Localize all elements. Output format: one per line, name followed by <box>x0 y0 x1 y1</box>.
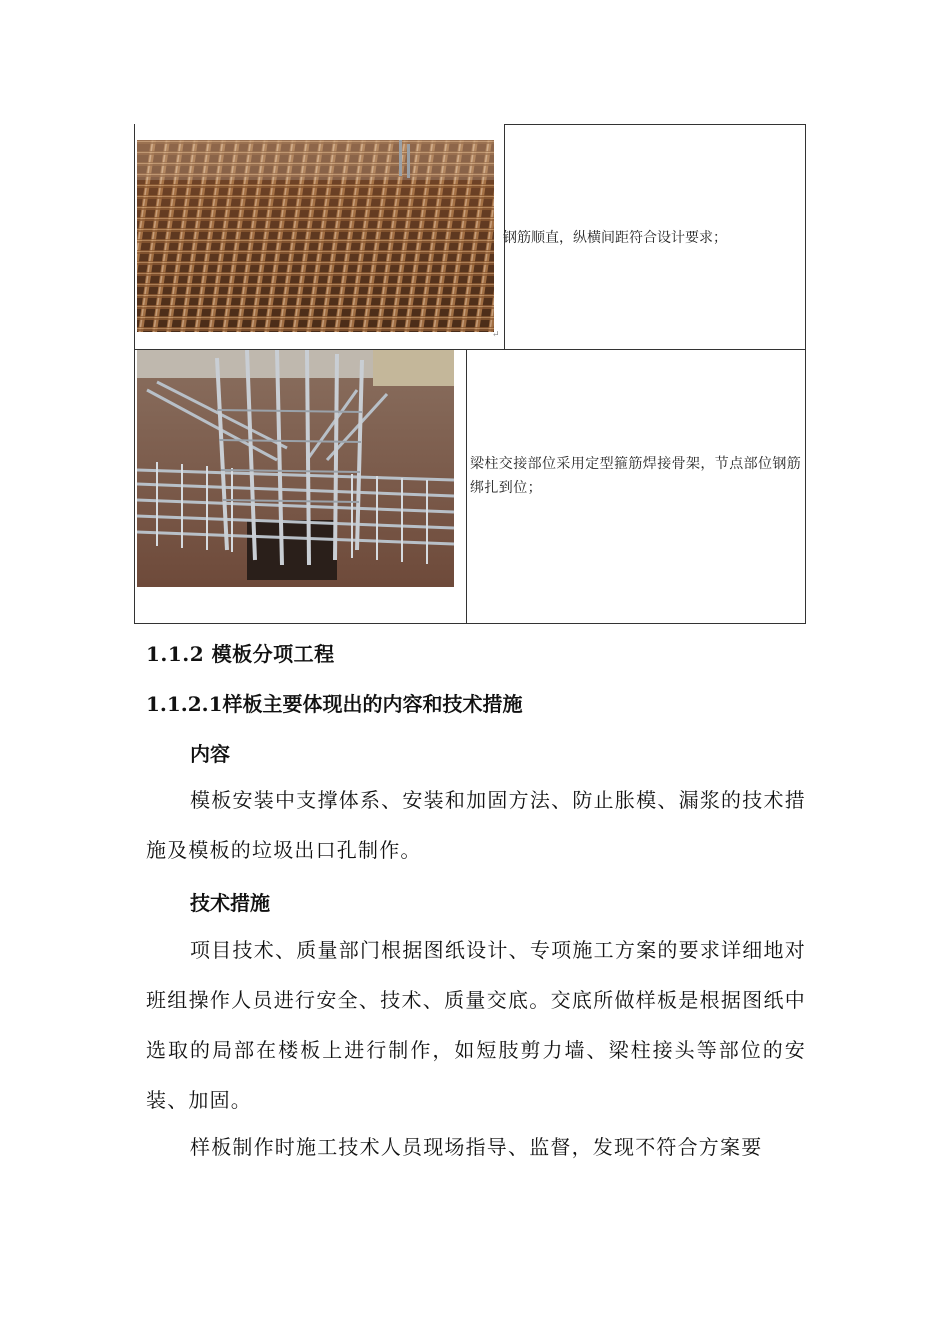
paragraph-mark: ↵ <box>492 330 500 340</box>
measures-title: 技术措施 <box>190 891 270 915</box>
measures-paragraph-1: 项目技术、质量部门根据图纸设计、专项施工方案的要求详细地对班组操作人员进行安全、技术、质量交底。交底所做样板是根据图纸中选取的局部在楼板上进行制作，如短肢剪力墙、梁柱接头等部位的安装、加固。 <box>146 938 806 1112</box>
table-row <box>134 124 806 349</box>
steel-mesh-description: 钢筋顺直，纵横间距符合设计要求； <box>503 230 727 246</box>
inspection-table <box>134 124 806 624</box>
table-row <box>134 349 806 624</box>
section-heading: 1.1.2 模板分项工程 <box>146 642 335 666</box>
beam-column-cage-photo <box>137 350 454 587</box>
content-title: 内容 <box>190 742 230 766</box>
measures-paragraph-2: 样板制作时施工技术人员现场指导、监督，发现不符合方案要 <box>190 1135 763 1159</box>
steel-mesh-photo <box>137 140 494 332</box>
beam-column-description: 梁柱交接部位采用定型箍筋焊接骨架，节点部位钢筋绑扎到位； <box>470 456 802 496</box>
content-paragraph: 模板安装中支撑体系、安装和加固方法、防止胀模、漏浆的技术措施及模板的垃圾出口孔制作。 <box>146 788 806 862</box>
subsection-heading: 1.1.2.1样板主要体现出的内容和技术措施 <box>146 692 523 716</box>
